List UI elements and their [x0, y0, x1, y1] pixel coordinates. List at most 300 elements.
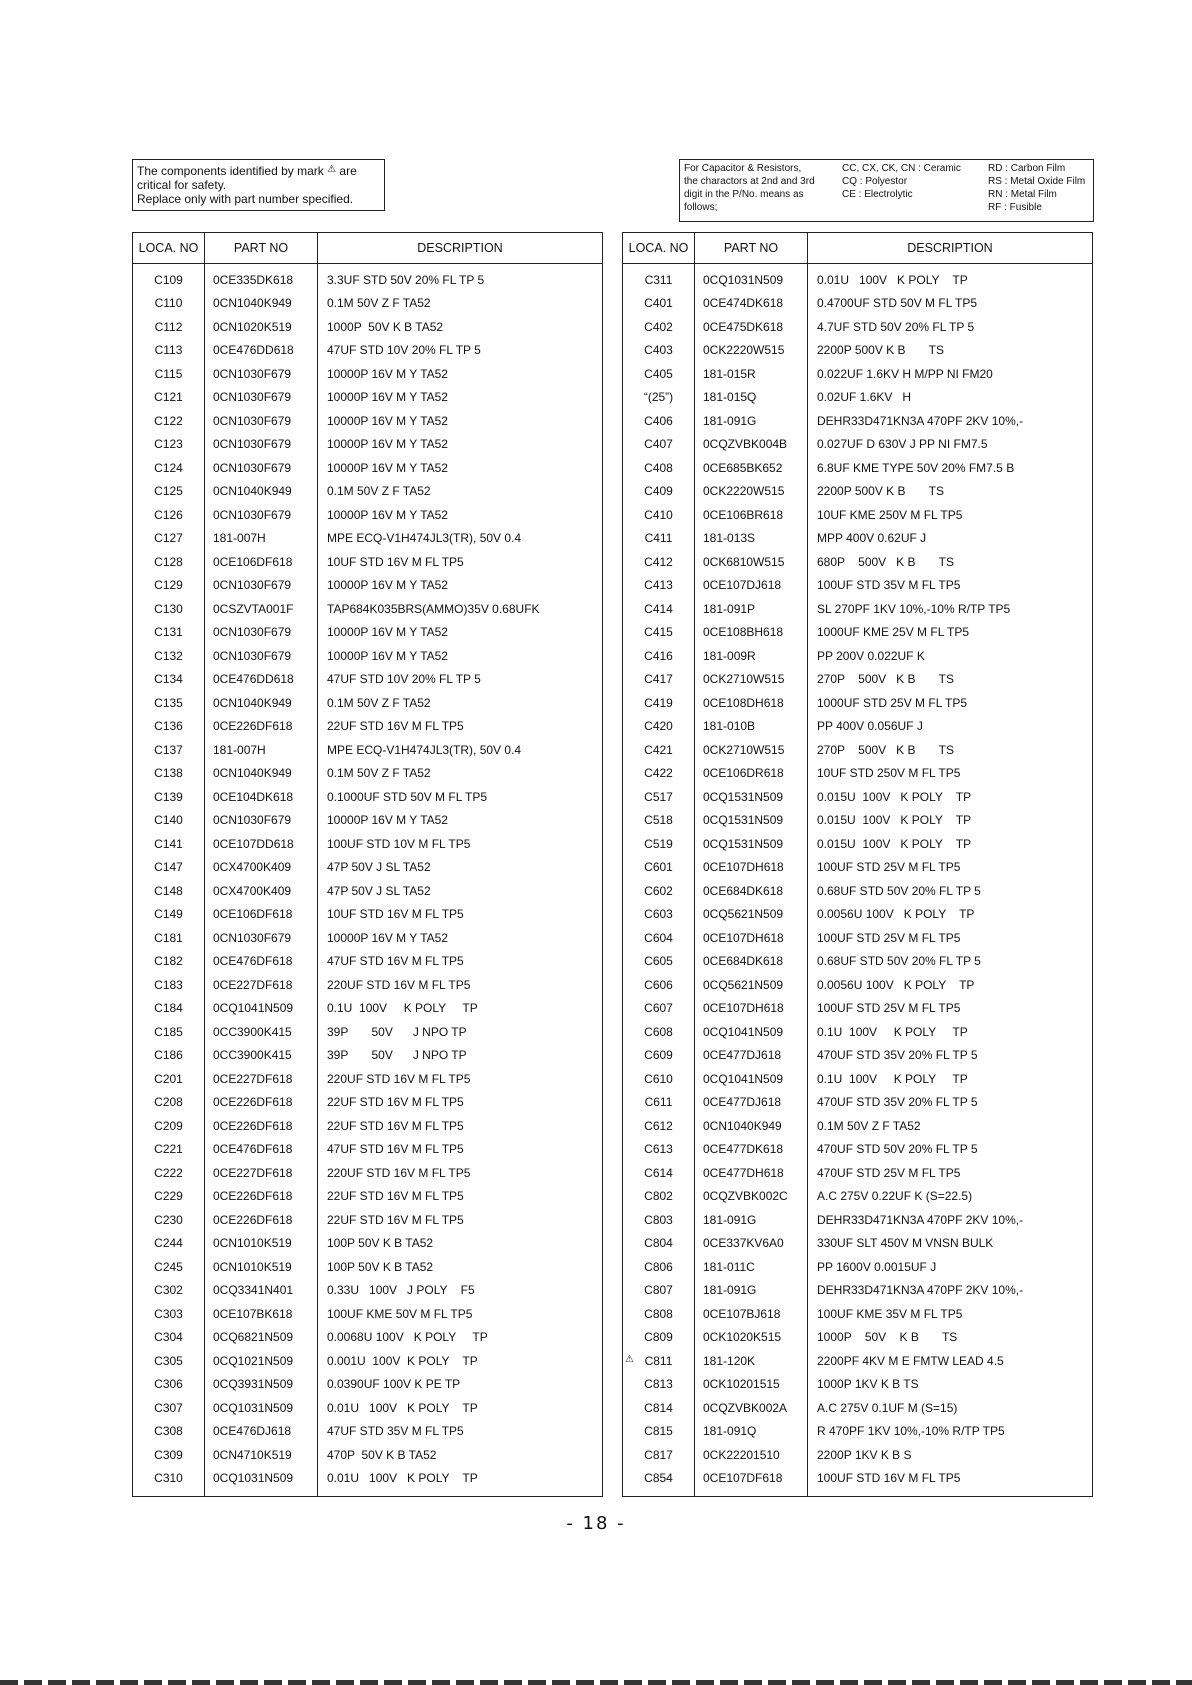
loca-no-cell	[623, 480, 695, 504]
part-no-cell: 0CN1030F679	[205, 386, 318, 410]
table-row	[623, 480, 1093, 504]
part-no-cell: 0CQ1531N509	[695, 809, 808, 833]
table-row	[623, 574, 1093, 598]
loca-no-cell	[623, 879, 695, 903]
page-bottom-edge	[0, 1680, 1192, 1685]
loca-no-cell	[623, 339, 695, 363]
loca-no-cell	[133, 1114, 205, 1138]
table-row	[133, 668, 603, 692]
loca-no-cell	[133, 292, 205, 316]
table-row	[133, 292, 603, 316]
loca-no-text: C405	[644, 366, 673, 381]
table-row	[133, 644, 603, 668]
part-no-cell: 0CE107DJ618	[695, 574, 808, 598]
table-row	[623, 1302, 1093, 1326]
part-no-cell: 0CC3900K415	[205, 1044, 318, 1068]
loca-no-text: C149	[154, 907, 183, 922]
description-cell: 100UF STD 25V M FL TP5	[808, 997, 1093, 1021]
table-row	[623, 456, 1093, 480]
description-cell: 0.01U 100V K POLY TP	[318, 1396, 603, 1420]
part-no-cell: 0CN1030F679	[205, 362, 318, 386]
description-cell: 22UF STD 16V M FL TP5	[318, 715, 603, 739]
loca-no-cell	[623, 1161, 695, 1185]
loca-no-text: C804	[644, 1236, 673, 1251]
table-row	[133, 832, 603, 856]
parts-table-right	[622, 232, 1093, 1497]
loca-no-cell	[133, 433, 205, 457]
table-row	[623, 856, 1093, 880]
loca-no-text: C803	[644, 1212, 673, 1227]
description-cell: 10000P 16V M Y TA52	[318, 456, 603, 480]
loca-no-cell	[623, 503, 695, 527]
description-cell: 0.015U 100V K POLY TP	[808, 832, 1093, 856]
part-no-cell: 0CQ1531N509	[695, 832, 808, 856]
description-cell: 10UF STD 250V M FL TP5	[808, 762, 1093, 786]
loca-no-text: C402	[644, 319, 673, 334]
loca-no-text: C409	[644, 484, 673, 499]
table-row	[133, 1349, 603, 1373]
table-row	[623, 409, 1093, 433]
part-no-cell: 0CK22201510	[695, 1443, 808, 1467]
description-cell: 6.8UF KME TYPE 50V 20% FM7.5 B	[808, 456, 1093, 480]
loca-no-cell	[623, 264, 695, 292]
loca-no-cell	[623, 950, 695, 974]
loca-no-text: C815	[644, 1424, 673, 1439]
table-row	[623, 1208, 1093, 1232]
part-no-cell: 0CE107DH618	[695, 997, 808, 1021]
legend-text: follows;	[684, 202, 718, 213]
table-row	[623, 1255, 1093, 1279]
part-no-cell: 0CE107DF618	[695, 1467, 808, 1497]
description-cell: 470P 50V K B TA52	[318, 1443, 603, 1467]
loca-no-cell	[133, 1373, 205, 1397]
loca-no-cell	[133, 1044, 205, 1068]
loca-no-text: C406	[644, 413, 673, 428]
table-row	[133, 1255, 603, 1279]
table-row	[133, 362, 603, 386]
description-cell: 470UF STD 50V 20% FL TP 5	[808, 1138, 1093, 1162]
loca-no-text: C110	[154, 296, 183, 311]
description-cell: 0.027UF D 630V J PP NI FM7.5	[808, 433, 1093, 457]
description-cell: 100UF STD 10V M FL TP5	[318, 832, 603, 856]
loca-no-cell	[133, 264, 205, 292]
part-no-cell: 0CE476DJ618	[205, 1420, 318, 1444]
table-header-row	[623, 233, 1093, 264]
part-no-cell: 0CQ3341N401	[205, 1279, 318, 1303]
part-no-cell: 0CE107DD618	[205, 832, 318, 856]
loca-no-text: C244	[154, 1236, 183, 1251]
part-no-cell: 0CE477DJ618	[695, 1044, 808, 1068]
part-no-cell: 0CQ3931N509	[205, 1373, 318, 1397]
description-cell: 100UF STD 25V M FL TP5	[808, 856, 1093, 880]
part-no-cell: 0CN1030F679	[205, 456, 318, 480]
loca-no-text: C854	[644, 1471, 673, 1486]
parts-table-left	[132, 232, 603, 1497]
loca-no-text: C609	[644, 1048, 673, 1063]
table-row	[133, 1161, 603, 1185]
loca-no-cell	[623, 1420, 695, 1444]
legend-text: RF : Fusible	[988, 202, 1042, 213]
part-no-cell: 0CK2710W515	[695, 668, 808, 692]
part-no-cell: 181-015R	[695, 362, 808, 386]
description-cell: 2200P 500V K B TS	[808, 339, 1093, 363]
loca-no-text: C403	[644, 343, 673, 358]
table-row	[133, 715, 603, 739]
description-cell: 10UF KME 250V M FL TP5	[808, 503, 1093, 527]
table-row	[623, 1373, 1093, 1397]
description-cell: 270P 500V K B TS	[808, 668, 1093, 692]
loca-no-text: C183	[154, 977, 183, 992]
loca-no-cell	[623, 832, 695, 856]
loca-no-text: C414	[644, 601, 673, 616]
table-row	[623, 1396, 1093, 1420]
loca-no-cell	[623, 973, 695, 997]
table-row	[133, 1185, 603, 1209]
description-cell: 0.01U 100V K POLY TP	[808, 264, 1093, 292]
loca-no-cell	[133, 1185, 205, 1209]
description-cell: 470UF STD 35V 20% FL TP 5	[808, 1044, 1093, 1068]
description-cell: TAP684K035BRS(AMMO)35V 0.68UFK	[318, 597, 603, 621]
part-no-cell: 0CE476DD618	[205, 668, 318, 692]
loca-no-text: C806	[644, 1259, 673, 1274]
loca-no-cell	[133, 785, 205, 809]
loca-no-text: C135	[154, 695, 183, 710]
loca-no-text: C141	[154, 836, 183, 851]
header-loca-no: LOCA. NO	[623, 233, 695, 264]
description-cell: 0.68UF STD 50V 20% FL TP 5	[808, 950, 1093, 974]
loca-no-cell	[133, 1138, 205, 1162]
loca-no-text: C148	[154, 883, 183, 898]
loca-no-cell	[133, 480, 205, 504]
warning-icon: ⚠	[327, 164, 337, 175]
description-cell: 10000P 16V M Y TA52	[318, 409, 603, 433]
loca-no-text: C310	[154, 1471, 183, 1486]
description-cell: DEHR33D471KN3A 470PF 2KV 10%,-	[808, 409, 1093, 433]
legend-text: CC, CX, CK, CN : Ceramic	[842, 163, 961, 174]
parts-table-left-body	[133, 264, 603, 1497]
description-cell: 0.0056U 100V K POLY TP	[808, 973, 1093, 997]
part-no-cell: 0CE226DF618	[205, 715, 318, 739]
table-row	[133, 527, 603, 551]
description-cell: 0.1U 100V K POLY TP	[808, 1020, 1093, 1044]
loca-no-text: C147	[154, 860, 183, 875]
table-row	[623, 668, 1093, 692]
loca-no-text: C401	[644, 296, 673, 311]
part-no-cell: 0CE475DK618	[695, 315, 808, 339]
description-cell: 680P 500V K B TS	[808, 550, 1093, 574]
loca-no-cell	[623, 1232, 695, 1256]
safety-warning-icon: ⚠	[625, 1353, 634, 1365]
loca-no-cell	[623, 856, 695, 880]
part-no-cell: 0CE227DF618	[205, 1067, 318, 1091]
loca-no-cell	[133, 1091, 205, 1115]
legend-text: CQ : Polyestor	[842, 176, 908, 187]
table-row	[133, 973, 603, 997]
loca-no-text: C608	[644, 1024, 673, 1039]
part-no-cell: 0CK2220W515	[695, 480, 808, 504]
header-description: DESCRIPTION	[318, 233, 603, 264]
part-no-cell: 0CE108DH618	[695, 691, 808, 715]
description-cell: 47UF STD 10V 20% FL TP 5	[318, 668, 603, 692]
part-no-cell: 0CQ1041N509	[695, 1067, 808, 1091]
loca-no-cell	[623, 1114, 695, 1138]
legend-resistors	[988, 162, 1085, 214]
part-no-cell: 0CE106DF618	[205, 550, 318, 574]
description-cell: 0.02UF 1.6KV H	[808, 386, 1093, 410]
loca-no-cell	[133, 1302, 205, 1326]
loca-no-cell	[133, 550, 205, 574]
description-cell: 47UF STD 10V 20% FL TP 5	[318, 339, 603, 363]
description-cell: 470UF STD 35V 20% FL TP 5	[808, 1091, 1093, 1115]
loca-no-cell	[623, 1349, 695, 1373]
header-description: DESCRIPTION	[808, 233, 1093, 264]
part-no-cell: 0CQ1031N509	[695, 264, 808, 292]
part-no-cell: 0CN1010K519	[205, 1255, 318, 1279]
safety-note	[132, 159, 385, 211]
description-cell: 0.0068U 100V K POLY TP	[318, 1326, 603, 1350]
description-cell: 1000P 1KV K B TS	[808, 1373, 1093, 1397]
part-no-cell: 0CK10201515	[695, 1373, 808, 1397]
table-row	[133, 1279, 603, 1303]
description-cell: 470UF STD 25V M FL TP5	[808, 1161, 1093, 1185]
part-no-cell: 0CE684DK618	[695, 950, 808, 974]
loca-no-text: C422	[644, 766, 673, 781]
loca-no-cell	[623, 386, 695, 410]
loca-no-text: C604	[644, 930, 673, 945]
loca-no-cell	[133, 856, 205, 880]
description-cell: 10000P 16V M Y TA52	[318, 362, 603, 386]
table-row	[623, 715, 1093, 739]
loca-no-text: C123	[154, 437, 183, 452]
description-cell: 0.01U 100V K POLY TP	[318, 1467, 603, 1497]
loca-no-cell	[623, 903, 695, 927]
table-row	[623, 644, 1093, 668]
loca-no-cell	[623, 1044, 695, 1068]
table-row	[623, 386, 1093, 410]
loca-no-cell	[623, 315, 695, 339]
table-row	[623, 950, 1093, 974]
loca-no-cell	[133, 1067, 205, 1091]
loca-no-text: C311	[644, 272, 673, 287]
loca-no-cell	[623, 738, 695, 762]
part-no-cell: 181-091G	[695, 1279, 808, 1303]
loca-no-text: C131	[154, 625, 183, 640]
table-row	[133, 997, 603, 1021]
loca-no-text: C517	[644, 789, 673, 804]
loca-no-text: C612	[644, 1118, 673, 1133]
part-no-cell: 0CE335DK618	[205, 264, 318, 292]
part-no-cell: 0CK6810W515	[695, 550, 808, 574]
part-no-cell: 0CN1030F679	[205, 621, 318, 645]
table-row	[133, 1326, 603, 1350]
loca-no-cell	[623, 1091, 695, 1115]
loca-no-text: C222	[154, 1165, 183, 1180]
part-no-cell: 0CN1040K949	[695, 1114, 808, 1138]
loca-no-text: C413	[644, 578, 673, 593]
description-cell: 22UF STD 16V M FL TP5	[318, 1091, 603, 1115]
loca-no-text: C125	[154, 484, 183, 499]
loca-no-cell	[623, 1185, 695, 1209]
loca-no-cell	[623, 1208, 695, 1232]
part-no-cell: 0CQ1021N509	[205, 1349, 318, 1373]
loca-no-text: C208	[154, 1095, 183, 1110]
table-row	[133, 1302, 603, 1326]
loca-no-cell	[133, 644, 205, 668]
description-cell: 100UF KME 50V M FL TP5	[318, 1302, 603, 1326]
table-row	[623, 809, 1093, 833]
loca-no-cell	[133, 597, 205, 621]
loca-no-text: C209	[154, 1118, 183, 1133]
part-no-cell: 0CQZVBK002C	[695, 1185, 808, 1209]
table-row	[623, 1138, 1093, 1162]
part-no-cell: 181-013S	[695, 527, 808, 551]
loca-no-cell	[623, 1443, 695, 1467]
description-cell: 0.015U 100V K POLY TP	[808, 785, 1093, 809]
description-cell: 4.7UF STD 50V 20% FL TP 5	[808, 315, 1093, 339]
loca-no-cell	[623, 597, 695, 621]
table-row	[623, 1420, 1093, 1444]
part-no-cell: 0CN1030F679	[205, 926, 318, 950]
loca-no-cell	[133, 386, 205, 410]
loca-no-text: C811	[644, 1353, 673, 1368]
description-cell: PP 400V 0.056UF J	[808, 715, 1093, 739]
loca-no-text: C807	[644, 1283, 673, 1298]
table-row	[623, 1467, 1093, 1497]
description-cell: 10UF STD 16V M FL TP5	[318, 903, 603, 927]
table-row	[133, 926, 603, 950]
loca-no-text: C518	[644, 813, 673, 828]
loca-no-cell	[133, 621, 205, 645]
loca-no-cell	[133, 362, 205, 386]
loca-no-cell	[133, 997, 205, 1021]
part-no-cell: 181-091Q	[695, 1420, 808, 1444]
table-row	[133, 480, 603, 504]
part-no-cell: 0CK2220W515	[695, 339, 808, 363]
description-cell: 100P 50V K B TA52	[318, 1255, 603, 1279]
description-cell: A.C 275V 0.1UF M (S=15)	[808, 1396, 1093, 1420]
description-cell: 3.3UF STD 50V 20% FL TP 5	[318, 264, 603, 292]
table-row	[133, 1443, 603, 1467]
description-cell: PP 1600V 0.0015UF J	[808, 1255, 1093, 1279]
description-cell: 100UF STD 35V M FL TP5	[808, 574, 1093, 598]
table-row	[133, 856, 603, 880]
loca-no-text: C121	[154, 390, 183, 405]
description-cell: 47P 50V J SL TA52	[318, 879, 603, 903]
part-no-cell: 181-091G	[695, 409, 808, 433]
loca-no-cell	[133, 879, 205, 903]
table-row	[623, 832, 1093, 856]
loca-no-text: C308	[154, 1424, 183, 1439]
part-no-cell: 0CE107DH618	[695, 856, 808, 880]
loca-no-cell	[623, 1302, 695, 1326]
loca-no-text: C113	[154, 343, 183, 358]
table-row	[623, 1091, 1093, 1115]
table-row	[133, 339, 603, 363]
part-no-cell: 0CE107DH618	[695, 926, 808, 950]
table-row	[623, 1443, 1093, 1467]
table-row	[133, 1020, 603, 1044]
loca-no-cell	[133, 1349, 205, 1373]
part-no-cell: 0CN1030F679	[205, 644, 318, 668]
loca-no-cell	[133, 762, 205, 786]
loca-no-text: C808	[644, 1306, 673, 1321]
loca-no-text: C112	[154, 319, 183, 334]
loca-no-cell	[133, 1232, 205, 1256]
loca-no-text: C303	[154, 1306, 183, 1321]
table-row	[133, 621, 603, 645]
loca-no-cell	[133, 409, 205, 433]
loca-no-cell	[133, 1208, 205, 1232]
loca-no-cell	[133, 1396, 205, 1420]
table-row	[133, 1467, 603, 1497]
loca-no-cell	[133, 456, 205, 480]
loca-no-text: C817	[644, 1447, 673, 1462]
loca-no-cell	[623, 668, 695, 692]
part-no-cell: 0CK2710W515	[695, 738, 808, 762]
table-row	[623, 362, 1093, 386]
part-no-cell: 0CE476DF618	[205, 1138, 318, 1162]
table-row	[623, 926, 1093, 950]
description-cell: 0.001U 100V K POLY TP	[318, 1349, 603, 1373]
part-no-cell: 0CK1020K515	[695, 1326, 808, 1350]
part-no-cell: 181-091P	[695, 597, 808, 621]
table-row	[133, 809, 603, 833]
loca-no-cell	[623, 1020, 695, 1044]
table-row	[623, 1326, 1093, 1350]
safety-note-text: critical for safety.	[137, 178, 227, 192]
loca-no-text: C130	[154, 601, 183, 616]
part-no-cell: 0CN1020K519	[205, 315, 318, 339]
loca-no-text: C606	[644, 977, 673, 992]
description-cell: DEHR33D471KN3A 470PF 2KV 10%,-	[808, 1208, 1093, 1232]
table-row	[623, 503, 1093, 527]
loca-no-cell	[623, 527, 695, 551]
description-cell: 10000P 16V M Y TA52	[318, 433, 603, 457]
description-cell: 10000P 16V M Y TA52	[318, 386, 603, 410]
loca-no-cell	[623, 1467, 695, 1497]
description-cell: 10000P 16V M Y TA52	[318, 503, 603, 527]
loca-no-text: C139	[154, 789, 183, 804]
loca-no-text: C419	[644, 695, 673, 710]
description-cell: 2200P 1KV K B S	[808, 1443, 1093, 1467]
loca-no-text: C109	[154, 272, 183, 287]
legend-intro	[684, 162, 824, 214]
loca-no-text: C411	[644, 531, 673, 546]
table-row	[133, 433, 603, 457]
loca-no-cell	[133, 1443, 205, 1467]
description-cell: 0.1U 100V K POLY TP	[808, 1067, 1093, 1091]
part-no-cell: 0CE477DJ618	[695, 1091, 808, 1115]
part-no-cell: 0CN1010K519	[205, 1232, 318, 1256]
description-cell: 100UF KME 35V M FL TP5	[808, 1302, 1093, 1326]
description-cell: 0.1U 100V K POLY TP	[318, 997, 603, 1021]
header-loca-no: LOCA. NO	[133, 233, 205, 264]
description-cell: 220UF STD 16V M FL TP5	[318, 1067, 603, 1091]
loca-no-text: C417	[644, 672, 673, 687]
part-no-cell: 0CQ1031N509	[205, 1396, 318, 1420]
loca-no-cell	[133, 1279, 205, 1303]
description-cell: 22UF STD 16V M FL TP5	[318, 1185, 603, 1209]
description-cell: 0.015U 100V K POLY TP	[808, 809, 1093, 833]
part-no-cell: 0CE106DR618	[695, 762, 808, 786]
description-cell: 0.33U 100V J POLY F5	[318, 1279, 603, 1303]
loca-no-text: C610	[644, 1071, 673, 1086]
loca-no-cell	[133, 1255, 205, 1279]
loca-no-text: C124	[154, 460, 183, 475]
loca-no-cell	[133, 1467, 205, 1497]
loca-no-text: C304	[154, 1330, 183, 1345]
description-cell: 0.0390UF 100V K PE TP	[318, 1373, 603, 1397]
